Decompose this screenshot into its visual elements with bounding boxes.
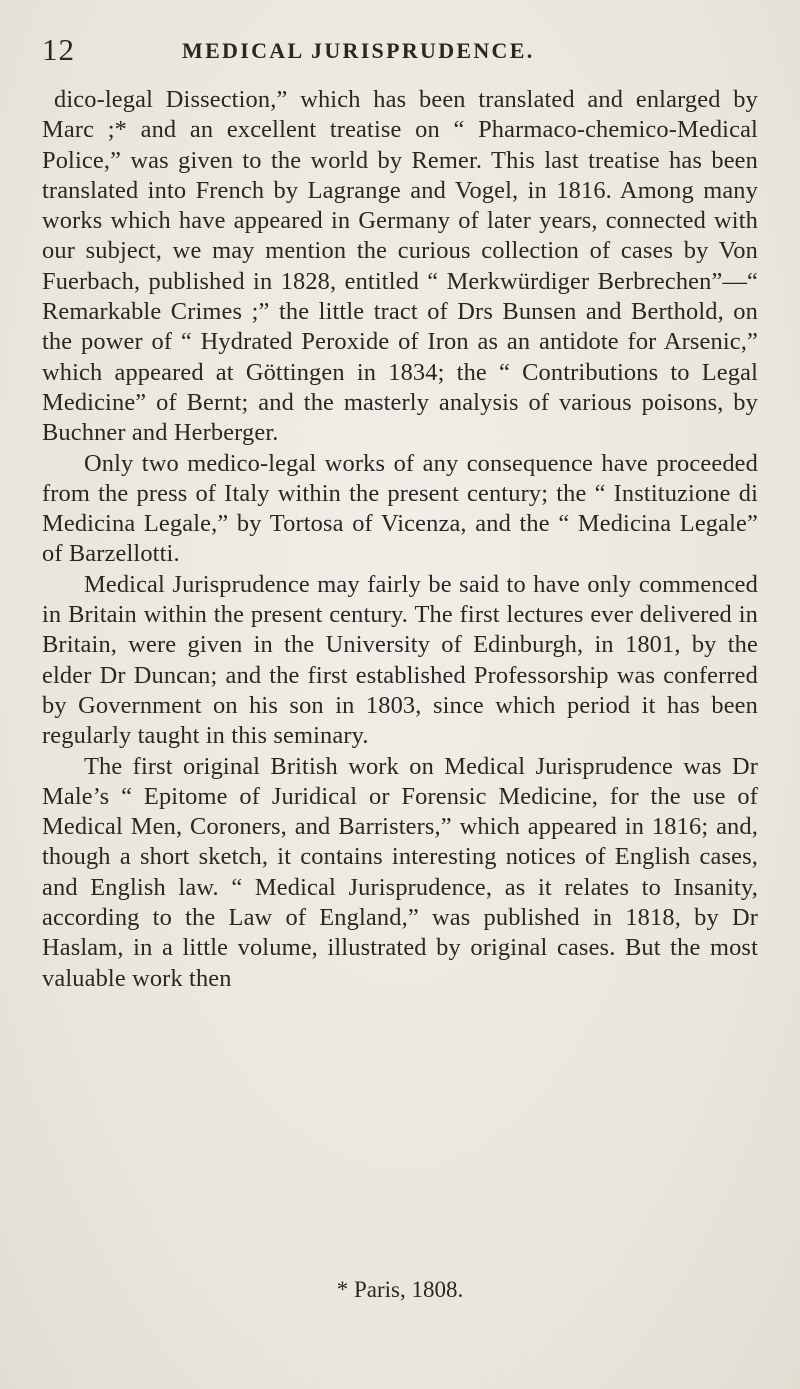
- paragraph: The first original British work on Medical Jurisprudence was Dr Male’s “ Epitome of Juridical or Forensic Medicine, for the use of Medical Men, Coroners, and Barristers,” which appeared in 1816; and, though a short sketch, it contains interesting notices of English cases, and English law. “ Medical Jurisprudence, as it relates to Insanity, according to the Law of England,” was published in 1818, by Dr Haslam, in a little volume, illustrated by original cases. But the most valuable work then: [42, 752, 758, 992]
- paragraph: dico-legal Dissection,” which has been translated and enlarged by Marc ;* and an excellent treatise on “ Pharmaco-chemico-Medical Police,” was given to the world by Remer. This last treatise has been translated into French by Lagrange and Vogel, in 1816. Among many works which have appeared in Germany of later years, connected with our subject, we may mention the curious collection of cases by Von Fuerbach, published in 1828, entitled “ Merkwürdiger Berbrechen”—“ Remarkable Crimes ;” the little tract of Drs Bunsen and Berthold, on the power of “ Hydrated Peroxide of Iron as an antidote for Arsenic,” which appeared at Göttingen in 1834; the “ Contributions to Legal Medicine” of Bernt; and the masterly analysis of various poisons, by Buchner and Herberger.: [42, 86, 758, 447]
- paragraph: Only two medico-legal works of any consequence have proceeded from the press of Italy within the present century; the “ Instituzione di Medicina Legale,” by Tortosa of Vicenza, and the “ Medicina Legale” of Barzellotti.: [42, 449, 758, 568]
- footnote: * Paris, 1808.: [336, 1277, 464, 1302]
- body-text: [42, 85, 758, 994]
- page-header: [42, 30, 758, 70]
- page-number: 12: [42, 32, 75, 67]
- paragraph: Medical Jurisprudence may fairly be said to have only commenced in Britain within the present century. The first lectures ever delivered in Britain, were given in the University of Edinburgh, in 1801, by the elder Dr Duncan; and the first established Professorship was conferred by Government on his son in 1803, since which period it has been regularly taught in this seminary.: [42, 570, 758, 750]
- running-head: MEDICAL JURISPRUDENCE.: [182, 38, 535, 63]
